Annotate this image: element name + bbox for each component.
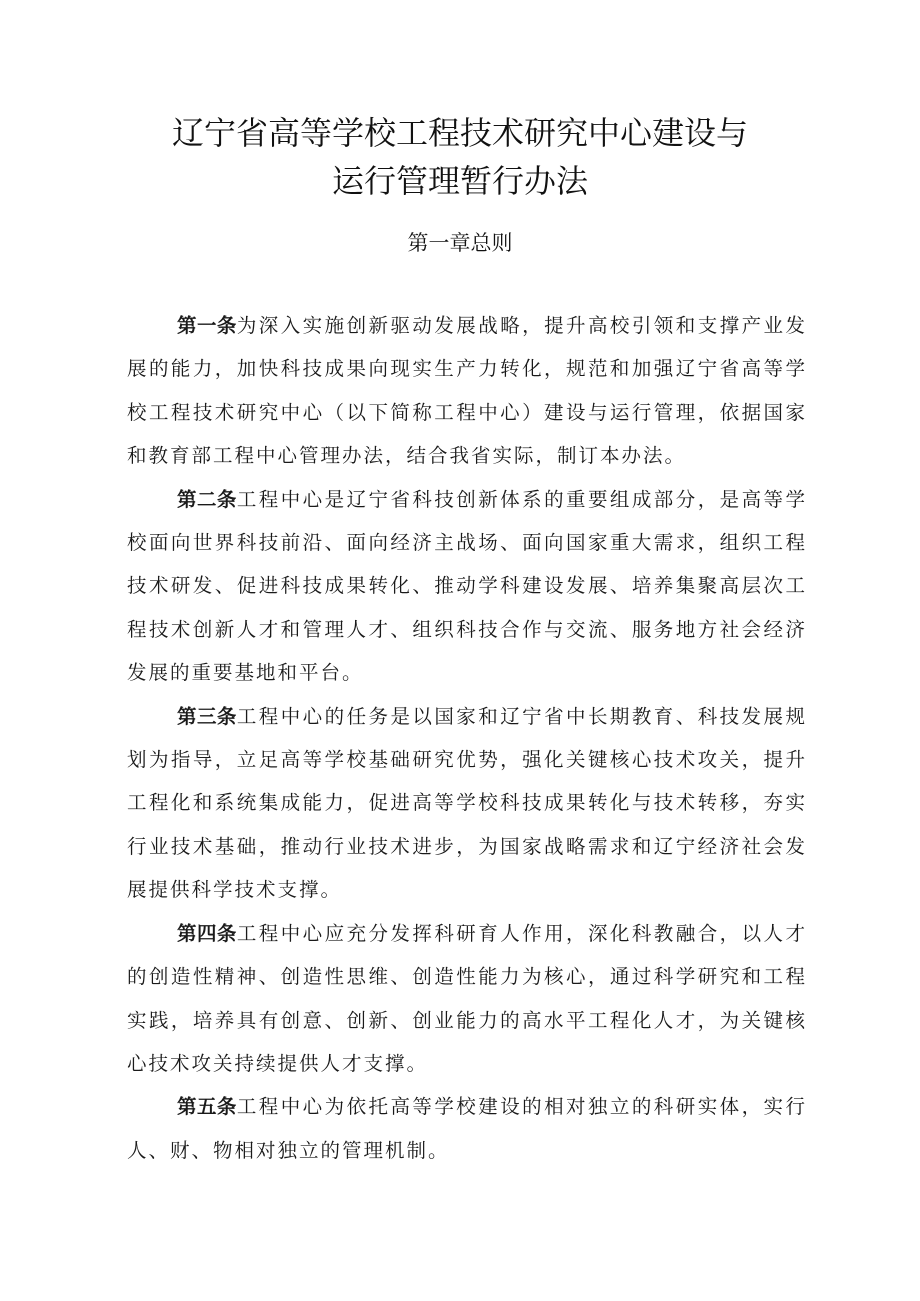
article-4-label: 第四条 (177, 921, 237, 945)
chapter-heading: 第一章总则 (407, 231, 513, 255)
document-title-line-2: 运行管理暂行办法 (331, 162, 588, 200)
article-2 (127, 478, 807, 695)
article-3-text: 工程中心的任务是以国家和辽宁省中长期教育、科技发展规划为指导，立足高等学校基础研究优势，强化关键核心技术攻关，提升工程化和系统集成能力，促进高等学校科技成果转化与技术转移，夯实行业技术基础，推动行业技术进步，为国家战略需求和辽宁经济社会发展提供科学技术支撑。 (127, 704, 807, 902)
article-5-text: 工程中心为依托高等学校建设的相对独立的科研实体，实行人、财、物相对独立的管理机制。 (127, 1095, 807, 1162)
article-1-label: 第一条 (177, 314, 237, 337)
article-3-label: 第三条 (177, 704, 237, 728)
article-5 (127, 1085, 807, 1172)
article-4-text: 工程中心应充分发挥科研育人作用，深化科教融合，以人才的创造性精神、创造性思维、创造性能力为核心，通过科学研究和工程实践，培养具有创意、创新、创业能力的高水平工程化人才，为关键核心技术攻关持续提供人才支撑。 (127, 921, 807, 1075)
document-body (127, 304, 807, 1172)
document-title-line-1: 辽宁省高等学校工程技术研究中心建设与 (171, 114, 748, 152)
article-4 (127, 912, 807, 1086)
article-1-text: 为深入实施创新驱动发展战略，提升高校引领和支撑产业发展的能力，加快科技成果向现实生产力转化，规范和加强辽宁省高等学校工程技术研究中心（以下简称工程中心）建设与运行管理，依据国家和教育部工程中心管理办法，结合我省实际，制订本办法。 (127, 314, 807, 468)
article-1 (127, 304, 807, 478)
article-2-label: 第二条 (177, 487, 237, 511)
article-2-text: 工程中心是辽宁省科技创新体系的重要组成部分，是高等学校面向世界科技前沿、面向经济主战场、面向国家重大需求，组织工程技术研发、促进科技成果转化、推动学科建设发展、培养集聚高层次工程技术创新人才和管理人才、组织科技合作与交流、服务地方社会经济发展的重要基地和平台。 (127, 487, 807, 685)
article-5-label: 第五条 (177, 1095, 237, 1119)
article-3 (127, 695, 807, 912)
